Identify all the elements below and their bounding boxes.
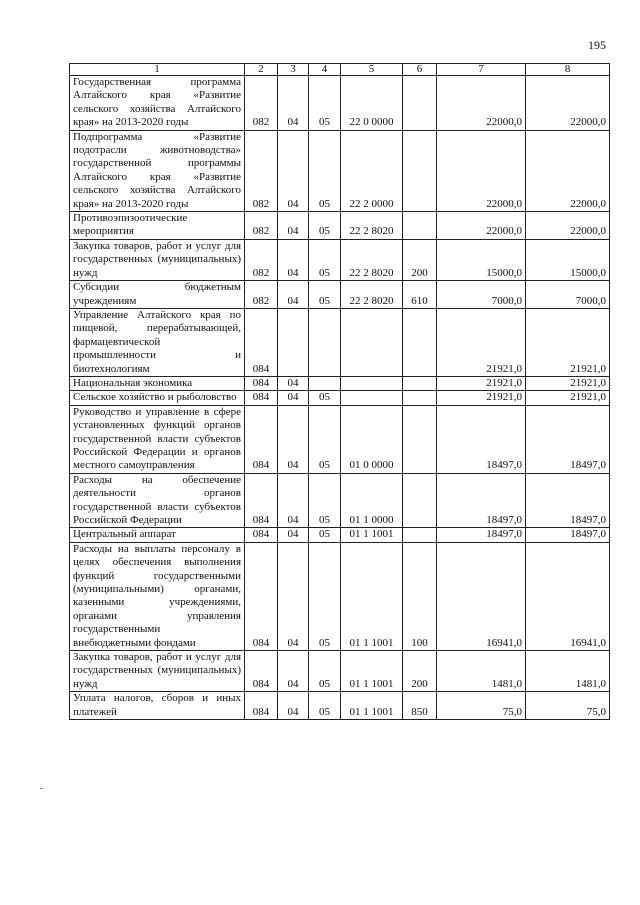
code-ved: 084 xyxy=(245,308,278,376)
code-vr xyxy=(403,473,437,528)
table-row xyxy=(70,281,610,309)
row-name: Государственная программа Алтайского края «Развитие сельского хозяйства Алтайского края» на 2013-2020 годы xyxy=(70,76,245,131)
code-vr: 200 xyxy=(403,239,437,280)
code-pr: 05 xyxy=(309,542,341,650)
code-csr: 01 1 1001 xyxy=(341,528,403,542)
row-name: Уплата налогов, сборов и иных платежей xyxy=(70,692,245,720)
amount-2016: 15000,0 xyxy=(526,239,610,280)
code-pr: 05 xyxy=(309,281,341,309)
amount-2015: 21921,0 xyxy=(437,391,526,405)
row-name: Расходы на обеспечение деятельности органов государственной власти субъектов Российской Федерации xyxy=(70,473,245,528)
row-name: Субсидии бюджетным учреждениям xyxy=(70,281,245,309)
table-row xyxy=(70,239,610,280)
row-name: Центральный аппарат xyxy=(70,528,245,542)
code-rz: 04 xyxy=(278,473,309,528)
code-pr xyxy=(309,376,341,390)
code-csr: 01 1 1001 xyxy=(341,542,403,650)
code-vr xyxy=(403,405,437,473)
table-row xyxy=(70,692,610,720)
row-name: Управление Алтайского края по пищевой, перерабатывающей, фармацевтической промышленности и биотехнологиям xyxy=(70,308,245,376)
table-row xyxy=(70,651,610,692)
code-vr xyxy=(403,76,437,131)
budget-table xyxy=(69,63,610,720)
code-ved: 084 xyxy=(245,376,278,390)
code-csr: 22 2 8020 xyxy=(341,212,403,240)
code-ved: 084 xyxy=(245,528,278,542)
code-rz: 04 xyxy=(278,528,309,542)
code-rz: 04 xyxy=(278,239,309,280)
amount-2015: 7000,0 xyxy=(437,281,526,309)
code-pr: 05 xyxy=(309,212,341,240)
code-ved: 084 xyxy=(245,692,278,720)
header-cell: 1 xyxy=(70,64,245,76)
code-vr xyxy=(403,212,437,240)
amount-2016: 21921,0 xyxy=(526,376,610,390)
code-vr: 200 xyxy=(403,651,437,692)
header-cell: 2 xyxy=(245,64,278,76)
code-rz: 04 xyxy=(278,376,309,390)
code-ved: 082 xyxy=(245,76,278,131)
amount-2015: 16941,0 xyxy=(437,542,526,650)
amount-2015: 21921,0 xyxy=(437,308,526,376)
code-csr: 01 1 1001 xyxy=(341,651,403,692)
code-ved: 082 xyxy=(245,281,278,309)
margin-mark xyxy=(40,788,43,789)
code-rz xyxy=(278,308,309,376)
amount-2015: 21921,0 xyxy=(437,376,526,390)
amount-2015: 22000,0 xyxy=(437,130,526,211)
code-rz: 04 xyxy=(278,76,309,131)
code-vr xyxy=(403,391,437,405)
header-cell: 4 xyxy=(309,64,341,76)
code-vr xyxy=(403,308,437,376)
row-name: Руководство и управление в сфере установленных функций органов государственной власти субъектов Российской Федерации и органов местного самоуправления xyxy=(70,405,245,473)
table-row xyxy=(70,308,610,376)
code-pr: 05 xyxy=(309,130,341,211)
table-row xyxy=(70,376,610,390)
amount-2015: 22000,0 xyxy=(437,212,526,240)
table-row xyxy=(70,542,610,650)
code-pr: 05 xyxy=(309,528,341,542)
amount-2016: 21921,0 xyxy=(526,308,610,376)
row-name: Закупка товаров, работ и услуг для государственных (муниципальных) нужд xyxy=(70,651,245,692)
code-csr: 01 1 0000 xyxy=(341,473,403,528)
code-csr: 22 2 8020 xyxy=(341,239,403,280)
amount-2016: 18497,0 xyxy=(526,528,610,542)
amount-2016: 22000,0 xyxy=(526,130,610,211)
table-row xyxy=(70,130,610,211)
code-vr xyxy=(403,376,437,390)
amount-2016: 1481,0 xyxy=(526,651,610,692)
code-vr: 100 xyxy=(403,542,437,650)
amount-2015: 18497,0 xyxy=(437,528,526,542)
code-rz: 04 xyxy=(278,651,309,692)
table-row xyxy=(70,76,610,131)
row-name: Расходы на выплаты персоналу в целях обеспечения выполнения функций государственными (муниципальными) органами, казенными учреждениями, органами управления государственными внебюджетными фондами xyxy=(70,542,245,650)
amount-2016: 18497,0 xyxy=(526,405,610,473)
code-vr xyxy=(403,130,437,211)
code-ved: 084 xyxy=(245,542,278,650)
amount-2015: 15000,0 xyxy=(437,239,526,280)
amount-2015: 22000,0 xyxy=(437,76,526,131)
code-ved: 084 xyxy=(245,651,278,692)
table-row xyxy=(70,405,610,473)
code-rz: 04 xyxy=(278,281,309,309)
code-ved: 084 xyxy=(245,405,278,473)
code-csr: 01 1 1001 xyxy=(341,692,403,720)
code-csr: 01 0 0000 xyxy=(341,405,403,473)
code-csr xyxy=(341,308,403,376)
header-cell: 3 xyxy=(278,64,309,76)
header-cell: 6 xyxy=(403,64,437,76)
row-name: Противоэпизоотические мероприятия xyxy=(70,212,245,240)
code-rz: 04 xyxy=(278,212,309,240)
code-ved: 084 xyxy=(245,391,278,405)
code-rz: 04 xyxy=(278,542,309,650)
row-name: Сельское хозяйство и рыболовство xyxy=(70,391,245,405)
header-row xyxy=(70,64,610,76)
code-pr xyxy=(309,308,341,376)
code-csr xyxy=(341,376,403,390)
code-csr: 22 0 0000 xyxy=(341,76,403,131)
amount-2015: 75,0 xyxy=(437,692,526,720)
code-csr: 22 2 8020 xyxy=(341,281,403,309)
code-rz: 04 xyxy=(278,130,309,211)
header-cell: 5 xyxy=(341,64,403,76)
code-csr xyxy=(341,391,403,405)
code-rz: 04 xyxy=(278,692,309,720)
code-ved: 082 xyxy=(245,239,278,280)
row-name: Закупка товаров, работ и услуг для государственных (муниципальных) нужд xyxy=(70,239,245,280)
code-pr: 05 xyxy=(309,239,341,280)
table-row xyxy=(70,528,610,542)
amount-2016: 18497,0 xyxy=(526,473,610,528)
code-pr: 05 xyxy=(309,651,341,692)
amount-2016: 22000,0 xyxy=(526,76,610,131)
amount-2015: 18497,0 xyxy=(437,473,526,528)
code-vr: 610 xyxy=(403,281,437,309)
code-rz: 04 xyxy=(278,391,309,405)
table-row xyxy=(70,473,610,528)
code-pr: 05 xyxy=(309,405,341,473)
header-cell: 7 xyxy=(437,64,526,76)
code-pr: 05 xyxy=(309,692,341,720)
amount-2016: 75,0 xyxy=(526,692,610,720)
code-vr: 850 xyxy=(403,692,437,720)
code-rz: 04 xyxy=(278,405,309,473)
amount-2016: 21921,0 xyxy=(526,391,610,405)
page-number: 195 xyxy=(588,38,606,52)
code-pr: 05 xyxy=(309,391,341,405)
table-row xyxy=(70,212,610,240)
amount-2015: 1481,0 xyxy=(437,651,526,692)
amount-2015: 18497,0 xyxy=(437,405,526,473)
amount-2016: 22000,0 xyxy=(526,212,610,240)
code-pr: 05 xyxy=(309,76,341,131)
table-row xyxy=(70,391,610,405)
header-cell: 8 xyxy=(526,64,610,76)
code-ved: 084 xyxy=(245,473,278,528)
code-ved: 082 xyxy=(245,130,278,211)
code-vr xyxy=(403,528,437,542)
row-name: Подпрограмма «Развитие подотрасли животноводства» государственной программы Алтайского края «Развитие сельского хозяйства Алтайского края» на 2013-2020 годы xyxy=(70,130,245,211)
code-ved: 082 xyxy=(245,212,278,240)
amount-2016: 16941,0 xyxy=(526,542,610,650)
code-pr: 05 xyxy=(309,473,341,528)
amount-2016: 7000,0 xyxy=(526,281,610,309)
code-csr: 22 2 0000 xyxy=(341,130,403,211)
row-name: Национальная экономика xyxy=(70,376,245,390)
